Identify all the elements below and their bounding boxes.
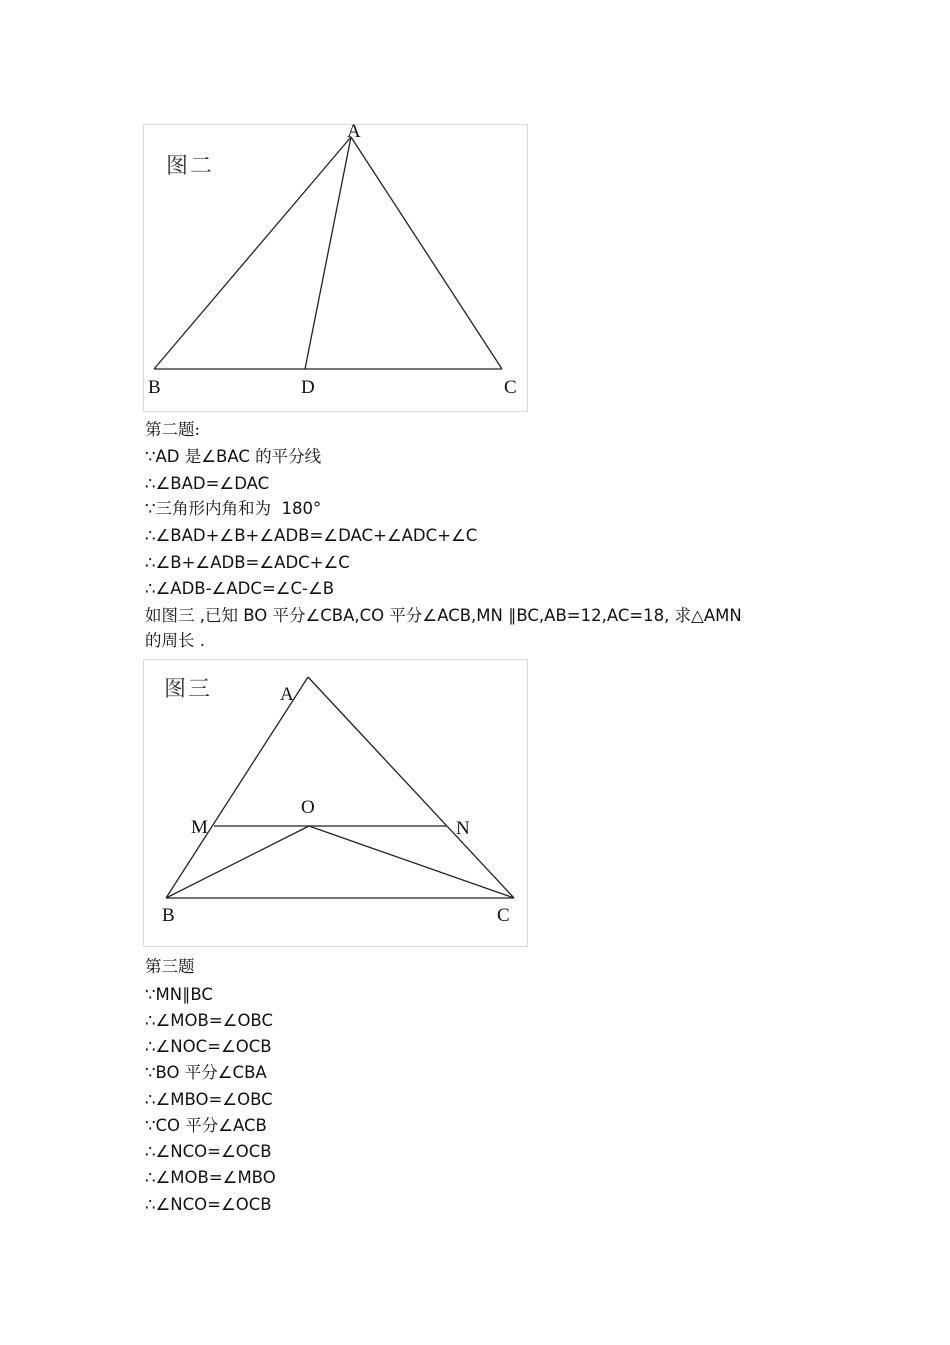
segment-AC [308, 677, 514, 898]
figure-2 [143, 121, 528, 412]
proof-line: ∵AD 是∠BAC 的平分线 [145, 447, 322, 466]
proof-line: ∵三角形内角和为 180° [145, 499, 322, 518]
label-C: C [504, 377, 517, 398]
proof-line: ∵BO 平分∠CBA [145, 1063, 267, 1082]
figure-2-title: 图二 [166, 154, 215, 179]
problem-3-statement-cont: 的周长 . [145, 631, 205, 650]
proof-line: ∴∠ADB-∠ADC=∠C-∠B [145, 579, 335, 598]
proof-line: ∴∠NCO=∠OCB [145, 1195, 272, 1214]
proof-line: ∴∠MBO=∠OBC [145, 1090, 273, 1109]
proof-line: ∴∠MOB=∠OBC [145, 1011, 273, 1030]
label-B: B [162, 905, 175, 926]
proof-line: ∴∠MOB=∠MBO [145, 1168, 276, 1187]
proof-line: ∵CO 平分∠ACB [145, 1116, 267, 1135]
label-M: M [191, 817, 208, 838]
segment-AD [305, 137, 351, 369]
proof-line: ∴∠NOC=∠OCB [145, 1037, 272, 1056]
problem-3-statement: 如图三 ,已知 BO 平分∠CBA,CO 平分∠ACB,MN ∥BC,AB=12,AC=18, 求△AMN [145, 606, 742, 625]
segment-AC [351, 137, 502, 369]
label-D: D [301, 377, 315, 398]
label-B: B [148, 377, 161, 398]
segment-CO [309, 826, 514, 898]
proof-line: ∴∠NCO=∠OCB [145, 1142, 272, 1161]
proof-line: ∴∠B+∠ADB=∠ADC+∠C [145, 553, 350, 572]
problem-2-heading: 第二题: [145, 420, 201, 439]
label-C: C [497, 905, 510, 926]
proof-line: ∴∠BAD+∠B+∠ADB=∠DAC+∠ADC+∠C [145, 526, 478, 545]
label-A: A [347, 121, 361, 142]
proof-line: ∵MN∥BC [145, 985, 213, 1004]
figure-3 [143, 659, 528, 947]
label-N: N [456, 818, 470, 839]
proof-line: ∴∠BAD=∠DAC [145, 474, 270, 493]
segment-BO [166, 826, 309, 898]
label-A: A [280, 684, 294, 705]
label-O: O [301, 797, 315, 818]
segment-AB [166, 677, 308, 898]
figure-3-title: 图三 [164, 677, 213, 702]
problem-3-heading: 第三题 [145, 957, 195, 976]
